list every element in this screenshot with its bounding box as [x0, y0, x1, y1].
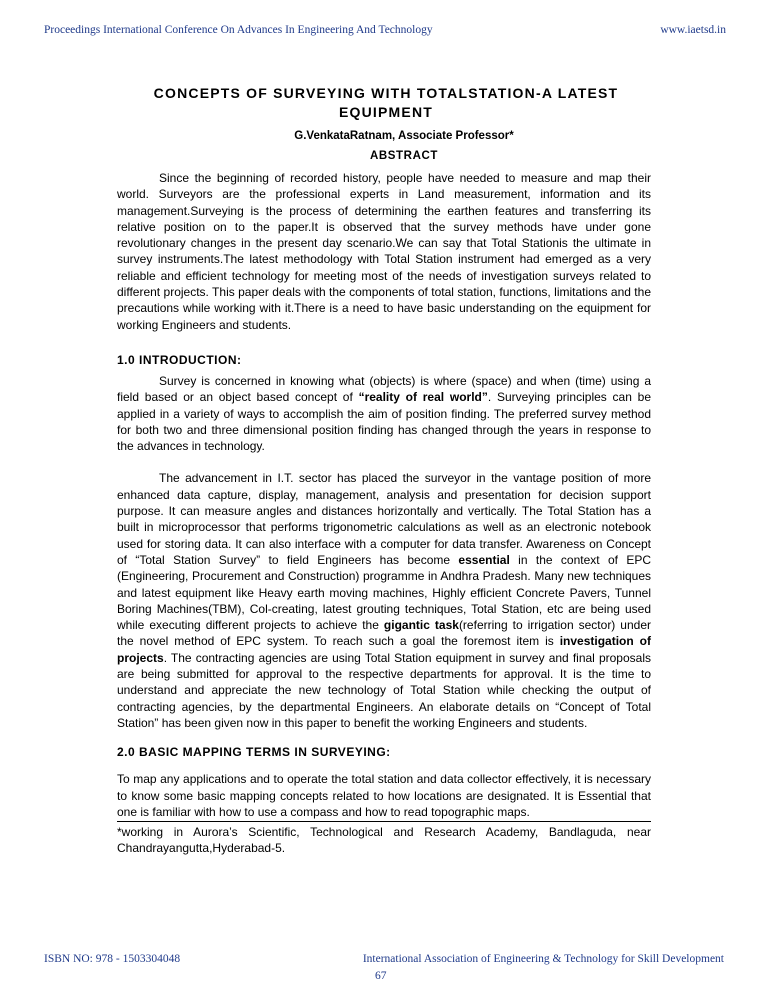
- paper-body: [117, 84, 651, 857]
- sec1-p2-text-c: (referring to irrigation sector) under the novel method of EPC system. To reach such a goal the foremost item is: [117, 618, 651, 649]
- section-1-paragraph-1: [117, 373, 651, 454]
- footnote-divider: [117, 821, 651, 822]
- abstract-text: Since the beginning of recorded history, people have needed to measure and map their world. Surveyors are the professional experts in Land measurement, information and its management.Surveying is the process of determining the earthen features and transferring its relative position on to the paper.It is observed that the survey methods have under gone revolutionary changes in the present day scenario.We can say that Total Stationis the ultimate in survey instruments.The latest methodology with Total Station instrument had emerged as a very reliable and efficient technology for meeting most of the needs of investigation surveys related to different projects. This paper deals with the components of total station, functions, limitations and the precautions while working with it.There is a need to have basic understanding on the equipment for working Engineers and students.: [117, 171, 651, 332]
- footer-organization: International Association of Engineering & Technology for Skill Development: [362, 953, 724, 965]
- sec1-p2-bold-2: gigantic task: [383, 618, 459, 633]
- sec1-p2-text-d: . The contracting agencies are using Total Station equipment in survey and final proposals are being submitted for approval to the respective departments for approval. It is the time to understand and appreciate the new technology of Total Station while checking the output of contracting agencies, by the departmental Engineers. An elaborate details on “Concept of Total Station” has been given now in this paper to benefit the working Engineers and students.: [117, 650, 651, 730]
- paper-title: [117, 84, 651, 122]
- sec1-p2-text-b: in the context of EPC (Engineering, Procurement and Construction) programme in Andhra Pradesh. Many new techniques and latest equipment like Heavy earth moving machines, Highly efficient Concrete Pavers, Tunnel Boring Machines(TBM), Col-creating, latest grouting techniques, Total Station, etc are being used while executing different projects to achieve the: [117, 552, 652, 633]
- sec1-p2-text-a: The advancement in I.T. sector has placed the surveyor in the vantage position of more enhanced data capture, display, management, analysis and presentation for decision support purpose. It can measure angles and distances horizontally and vertically. The Total Station has a built in microprocessor that performs trigonometric calculations as well as an electronic notebook used for storing data. It can also interface with a computer for data transfer. Awareness on Concept of “Total Station Survey” to field Engineers has become: [117, 471, 651, 567]
- abstract-heading: ABSTRACT: [369, 150, 439, 162]
- page-number: 67: [375, 970, 387, 982]
- sec1-p2-bold-1: essential: [458, 552, 510, 567]
- paper-title-line2: EQUIPMENT: [338, 104, 434, 120]
- section-1-heading: 1.0 INTRODUCTION:: [117, 352, 242, 367]
- sec1-p2-bold-3: investigation of projects: [117, 634, 651, 665]
- section-2-paragraph-1: To map any applications and to operate the total station and data collector effectively, it is necessary to know some basic mapping concepts related to how locations are designated. It is Essential that one is familiar with how to use a compass and how to read topographic maps.: [117, 772, 651, 819]
- sec1-p1-text-a: Survey is concerned in knowing what (objects) is where (space) and when (time) using a field based or an object based concept of: [117, 373, 651, 405]
- running-header-left: Proceedings International Conference On Advances In Engineering And Technology: [44, 24, 433, 36]
- sec1-p1-text-b: . Surveying principles can be applied in a variety of ways to accomplish the aim of position finding. The preferred survey method for both two and three dimensional position finding has changed through the years in response to the advances in technology.: [117, 390, 651, 454]
- paper-title-line1: CONCEPTS OF SURVEYING WITH TOTALSTATION-A LATEST: [153, 85, 619, 101]
- footer-isbn: ISBN NO: 978 - 1503304048: [44, 953, 181, 965]
- author-line: G.VenkataRatnam, Associate Professor*: [294, 130, 514, 142]
- sec1-p1-bold: “reality of real world”: [358, 390, 488, 405]
- footnote: *working in Aurora’s Scientific, Technological and Research Academy, Bandlaguda, near Chandrayangutta,Hyderabad-5.: [117, 825, 651, 856]
- running-header-right: www.iaetsd.in: [660, 24, 726, 36]
- section-1-paragraph-2: [117, 470, 651, 731]
- section-2-heading: 2.0 BASIC MAPPING TERMS IN SURVEYING:: [117, 745, 391, 760]
